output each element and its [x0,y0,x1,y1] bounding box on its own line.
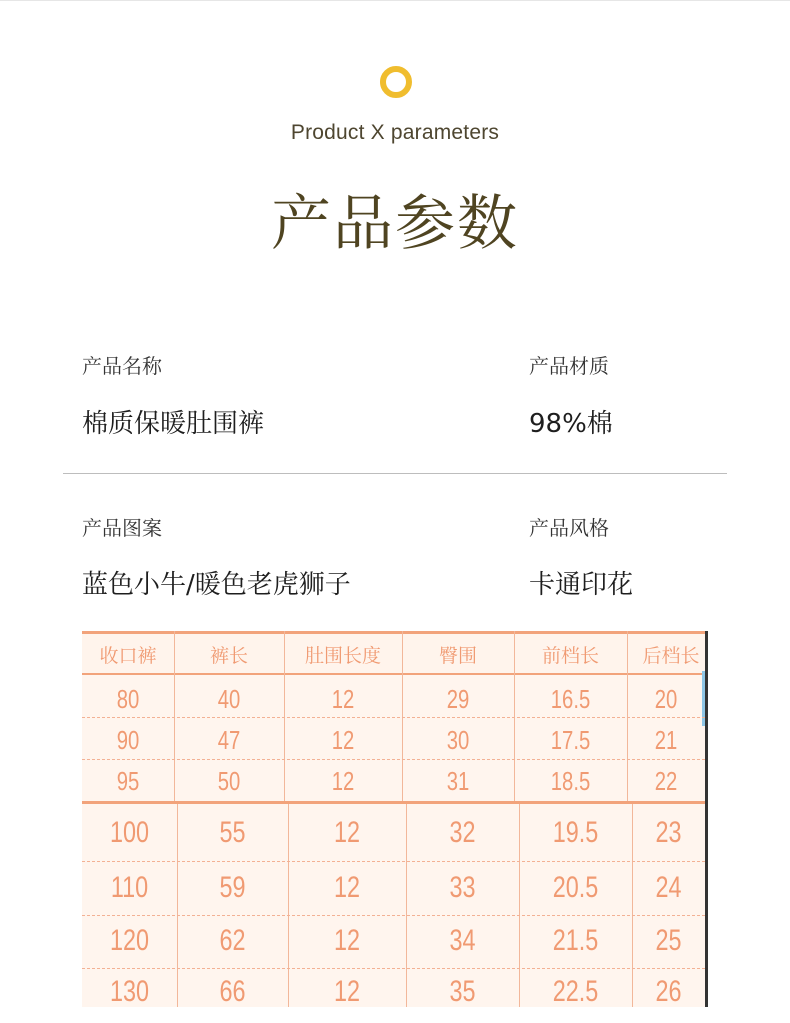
size-table-cell: 12 [333,871,361,904]
size-table-split [82,801,705,804]
size-table-edge [705,631,708,1007]
size-table-cell: 66 [219,975,246,1007]
size-table-cell: 24 [655,871,682,904]
size-table-column-line [288,804,289,1007]
size-table-cell: 59 [219,871,246,904]
size-table-cell: 34 [449,924,476,957]
size-table-cell: 110 [110,871,149,904]
product-pattern-value: 蓝色小牛/暖色老虎狮子 [82,570,351,600]
product-material-label: 产品材质 [529,354,609,378]
size-table-cell: 50 [217,766,241,796]
size-table-row-line [82,968,705,969]
size-table-cell: 26 [655,975,682,1007]
size-table-image [82,631,708,1007]
size-table-cell: 100 [109,816,150,849]
size-table-cell: 12 [331,684,355,714]
size-table-row-line [82,717,705,718]
size-table-header-cell: 前档长 [541,646,599,667]
size-table-row-line [82,915,705,916]
size-table-cell: 16.5 [550,684,591,714]
size-table-cell: 31 [446,766,470,796]
size-table-row-line [82,861,705,862]
size-table-cell: 12 [333,924,361,957]
size-table-cell: 130 [109,975,150,1007]
size-table-column-line [177,804,178,1007]
size-table-cell: 95 [116,766,140,796]
page-title: 产品参数 [271,189,519,259]
size-table-cell: 22.5 [552,975,599,1007]
product-material-value: 98%棉 [529,409,613,439]
size-table-cell: 12 [331,766,355,796]
size-table-cell: 21.5 [552,924,599,957]
size-table-row-line [82,759,705,760]
size-table-cell: 12 [333,975,361,1007]
size-table-cell: 21 [654,725,678,755]
size-table-cell: 19.5 [552,816,599,849]
size-table-column-line [406,804,407,1007]
size-table-header-cell: 收口裤 [99,646,157,667]
size-table-cell: 90 [116,725,140,755]
size-table-cell: 12 [333,816,361,849]
divider [63,473,727,474]
size-table-cell: 40 [217,684,241,714]
size-table-header-cell: 臀围 [438,646,477,667]
size-table-cell: 25 [655,924,682,957]
top-border [0,0,790,1]
size-table-cell: 20.5 [552,871,599,904]
product-style-value: 卡通印花 [529,570,634,600]
size-table-column-line [519,804,520,1007]
product-name-label: 产品名称 [82,354,162,378]
size-table-cell: 17.5 [550,725,591,755]
size-table-cell: 22 [654,766,678,796]
size-table-cell: 62 [219,924,246,957]
product-pattern-label: 产品图案 [82,516,162,540]
product-style-label: 产品风格 [529,516,609,540]
size-table-cell: 29 [446,684,470,714]
size-table-cell: 12 [331,725,355,755]
size-table-cell: 30 [446,725,470,755]
size-table-cell: 23 [655,816,682,849]
english-title: Product X parameters [290,121,500,144]
size-table-cell: 80 [116,684,140,714]
size-table-cell: 33 [449,871,476,904]
circle-icon [380,66,412,98]
size-table-cell: 20 [654,684,678,714]
size-table-cell: 32 [449,816,476,849]
size-table-cell: 18.5 [550,766,591,796]
size-table-header-cell: 肚围长度 [304,646,381,667]
size-table-column-line [632,804,633,1007]
size-table-cell: 47 [217,725,241,755]
size-table-cell: 55 [219,816,246,849]
size-table-header-cell: 裤长 [209,646,248,667]
size-table-cell: 120 [109,924,150,957]
size-table-header-cell: 后档长 [642,646,700,667]
product-name-value: 棉质保暖肚围裤 [82,409,265,439]
size-table-cell: 35 [449,975,476,1007]
